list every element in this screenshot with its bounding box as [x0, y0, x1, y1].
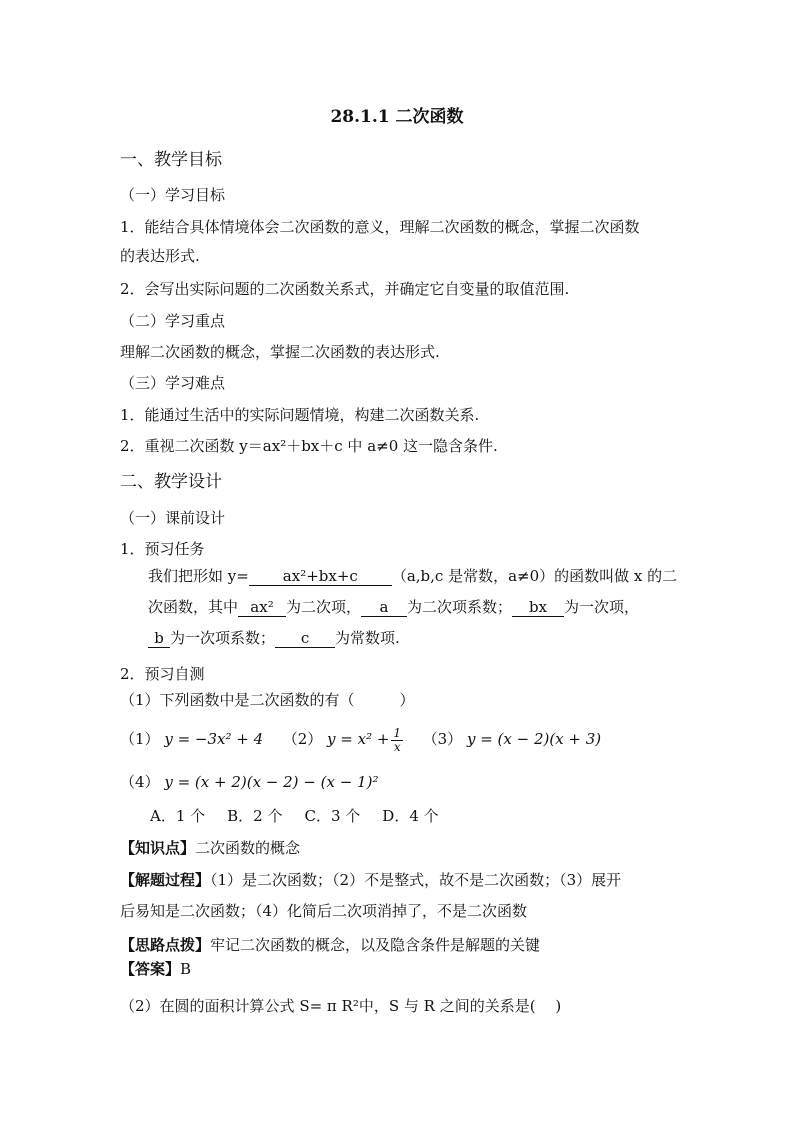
- option-1-label: （1）: [120, 730, 160, 748]
- blank-quadratic-coefficient: a: [361, 598, 407, 617]
- choice-d: D．4 个: [382, 807, 439, 825]
- task-text: 为一次项系数；: [170, 629, 276, 647]
- knowledge-point: [120, 838, 300, 858]
- task-text: 为二次项系数；: [407, 598, 513, 616]
- answer-value: B: [180, 960, 192, 978]
- task-text: 为常数项.: [335, 629, 400, 647]
- blank-general-form: ax²+bx+c: [249, 567, 392, 586]
- process-text: （1）是二次函数；（2）不是整式，故不是二次函数；（3）展开: [210, 871, 622, 889]
- task-text: （a,b,c 是常数，a≠0）的函数叫做 x 的二: [391, 567, 678, 585]
- option-4-expression: y = (x + 2)(x − 2) − (x − 1)²: [164, 773, 379, 791]
- question-1-stem: （1）下列函数中是二次函数的有（ ）: [120, 691, 415, 709]
- solution-process-line-1: [120, 870, 621, 890]
- preview-task-line-3: [148, 628, 400, 648]
- knowledge-tag: 【知识点】: [120, 839, 196, 857]
- task-text: 为一次项，: [564, 598, 640, 616]
- solution-process-line-2: 后易知是二次函数；（4）化简后二次项消掉了，不是二次函数: [120, 902, 528, 920]
- choice-b: B．2 个: [227, 807, 283, 825]
- tip-text: 牢记二次函数的概念，以及隐含条件是解题的关键: [210, 936, 541, 954]
- process-tag: 【解题过程】: [120, 871, 211, 889]
- section-heading-goals: 一、教学目标: [120, 150, 222, 170]
- preview-task-line-1: [148, 566, 677, 586]
- choice-c: C．3 个: [304, 807, 361, 825]
- difficulty-2: 2．重视二次函数 y＝ax²＋bx＋c 中 a≠0 这一隐含条件.: [120, 437, 498, 455]
- question-1-options-row-1: [120, 720, 601, 758]
- blank-linear-term: bx: [512, 598, 564, 617]
- difficulty-1: 1．能通过生活中的实际问题情境，构建二次函数关系.: [120, 406, 480, 424]
- tip-tag: 【思路点拨】: [120, 936, 211, 954]
- option-3-expression: y = (x − 2)(x + 3): [466, 730, 602, 748]
- fraction-numerator: 1: [393, 725, 402, 740]
- goal-2: 2．会写出实际问题的二次函数关系式，并确定它自变量的取值范围.: [120, 280, 570, 298]
- option-2-label: （2）: [282, 730, 323, 748]
- subheading-pre-class: （一）课前设计: [120, 509, 226, 527]
- self-test-heading: 2．预习自测: [120, 665, 205, 683]
- preview-task-line-2: [148, 597, 639, 617]
- task-text: 次函数，其中: [148, 598, 239, 616]
- goal-1-line-2: 的表达形式.: [120, 247, 200, 265]
- blank-linear-coefficient: b: [148, 629, 170, 648]
- question-2-stem: （2）在圆的面积计算公式 S= π R²中，S 与 R 之间的关系是( ): [120, 997, 562, 1015]
- subheading-key-points: （二）学习重点: [120, 312, 226, 330]
- option-3-label: （3）: [422, 730, 463, 748]
- question-1-options-row-2: [120, 772, 378, 792]
- key-points-text: 理解二次函数的概念，掌握二次函数的表达形式.: [120, 343, 440, 361]
- choice-a: A．1 个: [150, 807, 206, 825]
- answer: [120, 959, 191, 979]
- option-1-expression: y = −3x² + 4: [164, 730, 264, 748]
- subheading-learning-goals: （一）学习目标: [120, 186, 226, 204]
- knowledge-text: 二次函数的概念: [195, 839, 301, 857]
- blank-constant-term: c: [275, 629, 335, 648]
- thinking-tip: [120, 935, 540, 955]
- page-title: 28.1.1 二次函数: [330, 107, 464, 127]
- preview-task-heading: 1．预习任务: [120, 540, 205, 558]
- task-text: 我们把形如 y=: [148, 567, 249, 585]
- option-4-label: （4）: [120, 773, 160, 791]
- answer-tag: 【答案】: [120, 960, 181, 978]
- blank-quadratic-term: ax²: [238, 598, 286, 617]
- subheading-difficulties: （三）学习难点: [120, 374, 226, 392]
- section-heading-design: 二、教学设计: [120, 472, 222, 492]
- option-2-expression: y = x² +: [327, 730, 390, 748]
- option-2-fraction: [391, 727, 403, 754]
- goal-1-line-1: 1．能结合具体情境体会二次函数的意义，理解二次函数的概念，掌握二次函数: [120, 218, 640, 236]
- task-text: 为二次项，: [286, 598, 362, 616]
- fraction-denominator: x: [393, 739, 401, 754]
- question-1-choices: [150, 806, 439, 826]
